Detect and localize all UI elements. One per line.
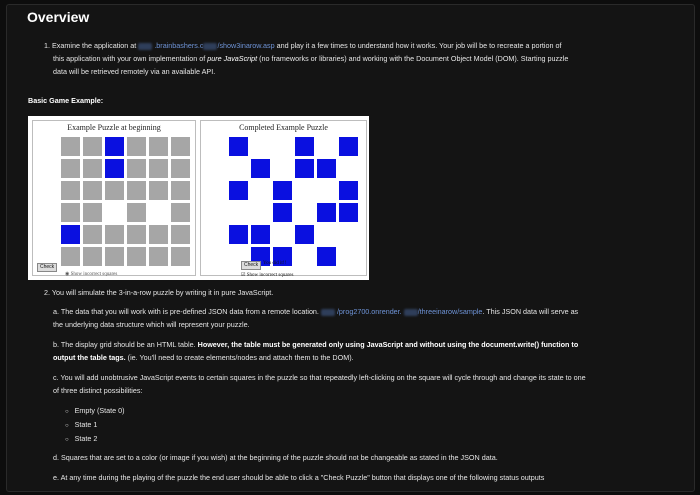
link-prog2700[interactable]: /prog2700.onrender.: [336, 307, 402, 316]
puzzle-completed-cell[interactable]: [229, 159, 248, 178]
puzzle-beginning-cell[interactable]: [127, 225, 146, 244]
puzzle-beginning-cell[interactable]: [149, 159, 168, 178]
puzzle-completed-cell[interactable]: [339, 159, 358, 178]
puzzle-beginning-cell[interactable]: [171, 225, 190, 244]
puzzle-beginning-cell[interactable]: [83, 247, 102, 266]
item2-d: d. Squares that are set to a color (or image if you wish) at the beginning of the puzzle should not be changeable as stated in the JSON data.: [53, 453, 498, 462]
puzzle-completed-cell[interactable]: [295, 225, 314, 244]
puzzle-beginning-cell[interactable]: [171, 181, 190, 200]
puzzle-completed-cell[interactable]: [317, 247, 336, 266]
item2-a-line2: the underlying data structure which will represent your puzzle.: [53, 320, 250, 329]
item2-b-line2: output the table tags. (ie. You'll need to create elements/nodes and attach them to the DOM).: [53, 353, 354, 362]
puzzle-completed-cell[interactable]: [273, 225, 292, 244]
puzzle-completed-cell[interactable]: [339, 225, 358, 244]
puzzle-completed-cell[interactable]: [229, 181, 248, 200]
puzzle-beginning-cell[interactable]: [83, 137, 102, 156]
puzzle-beginning-cell[interactable]: [149, 203, 168, 222]
puzzle-completed-cell[interactable]: [273, 159, 292, 178]
puzzle-beginning-cell[interactable]: [171, 203, 190, 222]
redacted-text: [321, 309, 335, 316]
puzzle-beginning-cell[interactable]: [83, 225, 102, 244]
puzzle-completed-cell[interactable]: [273, 137, 292, 156]
puzzle-completed-cell[interactable]: [229, 203, 248, 222]
panel-title-completed: Completed Example Puzzle: [239, 123, 328, 132]
puzzle-completed-cell[interactable]: [251, 159, 270, 178]
puzzle-beginning-cell[interactable]: [127, 181, 146, 200]
puzzle-completed-cell[interactable]: [273, 203, 292, 222]
page-title: Overview: [27, 9, 90, 25]
puzzle-completed-cell[interactable]: [317, 159, 336, 178]
item2-b-line1: b. The display grid should be an HTML table. However, the table must be generated only using JavaScript and without using the document.write() function to: [53, 340, 579, 349]
puzzle-completed-cell[interactable]: [317, 225, 336, 244]
redacted-text: [203, 43, 217, 50]
puzzle-beginning-cell[interactable]: [105, 159, 124, 178]
puzzle-completed-cell[interactable]: [273, 181, 292, 200]
puzzle-completed-cell[interactable]: [251, 181, 270, 200]
puzzle-completed-cell[interactable]: [317, 203, 336, 222]
puzzle-grid-beginning: [61, 137, 190, 266]
puzzle-beginning-cell[interactable]: [149, 225, 168, 244]
puzzle-beginning-cell[interactable]: [127, 159, 146, 178]
item2-e: e. At any time during the playing of the puzzle the end user should be able to click a "Check Puzzle" button that displays one of the following status outputs: [53, 473, 545, 482]
puzzle-beginning-cell[interactable]: [171, 137, 190, 156]
puzzle-beginning-cell[interactable]: [171, 247, 190, 266]
puzzle-completed-cell[interactable]: [251, 137, 270, 156]
link-threeinarow-sample[interactable]: /threeinarow/sample: [417, 307, 483, 316]
redacted-text: [404, 309, 418, 316]
puzzle-beginning-cell[interactable]: [105, 137, 124, 156]
puzzle-completed-cell[interactable]: [251, 225, 270, 244]
example-panel-completed: [200, 120, 367, 276]
item2-heading: 2. You will simulate the 3-in-a-row puzzle by writing it in pure JavaScript.: [44, 288, 274, 297]
state-item-2: ○ State 2: [65, 432, 97, 447]
puzzle-beginning-cell[interactable]: [149, 247, 168, 266]
item2-a-line1: a. The data that you will work with is pre-defined JSON data from a remote location. /prog2700.onrender. /threeinarow/sample. This JSON data will serve as: [53, 307, 579, 316]
puzzle-completed-cell[interactable]: [339, 137, 358, 156]
puzzle-beginning-cell[interactable]: [105, 203, 124, 222]
puzzle-beginning-cell[interactable]: [127, 137, 146, 156]
puzzle-beginning-cell[interactable]: [61, 137, 80, 156]
puzzle-beginning-cell[interactable]: [83, 203, 102, 222]
panel-title-beginning: Example Puzzle at beginning: [67, 123, 161, 132]
puzzle-beginning-cell[interactable]: [105, 181, 124, 200]
puzzle-completed-cell[interactable]: [295, 159, 314, 178]
state-item-1: ○ State 1: [65, 418, 97, 433]
puzzle-beginning-cell[interactable]: [83, 181, 102, 200]
status-message: You did it!!: [263, 261, 287, 266]
puzzle-beginning-cell[interactable]: [83, 159, 102, 178]
item1-line1: 1. Examine the application at .brainbashers.c /show3inarow.asp and play it a few times to understand how it works. Your job will be to recreate a portion of: [44, 41, 562, 50]
puzzle-beginning-cell[interactable]: [149, 181, 168, 200]
puzzle-completed-cell[interactable]: [251, 203, 270, 222]
puzzle-beginning-cell[interactable]: [61, 159, 80, 178]
puzzle-beginning-cell[interactable]: [149, 137, 168, 156]
puzzle-beginning-cell[interactable]: [61, 247, 80, 266]
puzzle-completed-cell[interactable]: [317, 137, 336, 156]
basic-example-heading: Basic Game Example:: [28, 96, 104, 105]
puzzle-beginning-cell[interactable]: [105, 247, 124, 266]
puzzle-completed-cell[interactable]: [295, 247, 314, 266]
item2-c-line1: c. You will add unobtrusive JavaScript events to certain squares in the puzzle so that repeatedly left-clicking on the square will cycle through and change its state to one: [53, 373, 586, 382]
link-show3inarow[interactable]: /show3inarow.asp: [217, 41, 275, 50]
puzzle-beginning-cell[interactable]: [61, 203, 80, 222]
puzzle-beginning-cell[interactable]: [127, 203, 146, 222]
show-incorrect-checkbox[interactable]: ◉ Show incorrect squares: [65, 272, 118, 277]
item2-c-line2: of three distinct possibilities:: [53, 386, 143, 395]
puzzle-beginning-cell[interactable]: [105, 225, 124, 244]
item1-line2: this application with your own implementation of pure JavaScript (no frameworks or libraries) and working with the Document Object Model (DOM). Starting puzzle: [53, 54, 569, 63]
puzzle-completed-cell[interactable]: [229, 225, 248, 244]
puzzle-completed-cell[interactable]: [229, 137, 248, 156]
puzzle-beginning-cell[interactable]: [61, 181, 80, 200]
example-panel-beginning: [32, 120, 196, 276]
puzzle-beginning-cell[interactable]: [171, 159, 190, 178]
puzzle-completed-cell[interactable]: [339, 247, 358, 266]
puzzle-grid-completed: [229, 137, 358, 266]
puzzle-completed-cell[interactable]: [339, 181, 358, 200]
puzzle-completed-cell[interactable]: [295, 137, 314, 156]
puzzle-completed-cell[interactable]: [317, 181, 336, 200]
link-brainbashers[interactable]: .brainbashers.c: [154, 41, 204, 50]
check-button[interactable]: Check: [37, 263, 57, 272]
puzzle-beginning-cell[interactable]: [61, 225, 80, 244]
puzzle-completed-cell[interactable]: [339, 203, 358, 222]
puzzle-completed-cell[interactable]: [295, 181, 314, 200]
item1-line3: data will be retrieved remotely via an available API.: [53, 67, 216, 76]
redacted-text: [138, 43, 152, 50]
puzzle-completed-cell[interactable]: [295, 203, 314, 222]
puzzle-beginning-cell[interactable]: [127, 247, 146, 266]
example-figure: [28, 116, 369, 280]
show-incorrect-checkbox-completed[interactable]: ☑ Show incorrect squares: [241, 273, 294, 278]
check-button-completed[interactable]: Check: [241, 261, 261, 270]
state-item-0: ○ Empty (State 0): [65, 404, 125, 419]
